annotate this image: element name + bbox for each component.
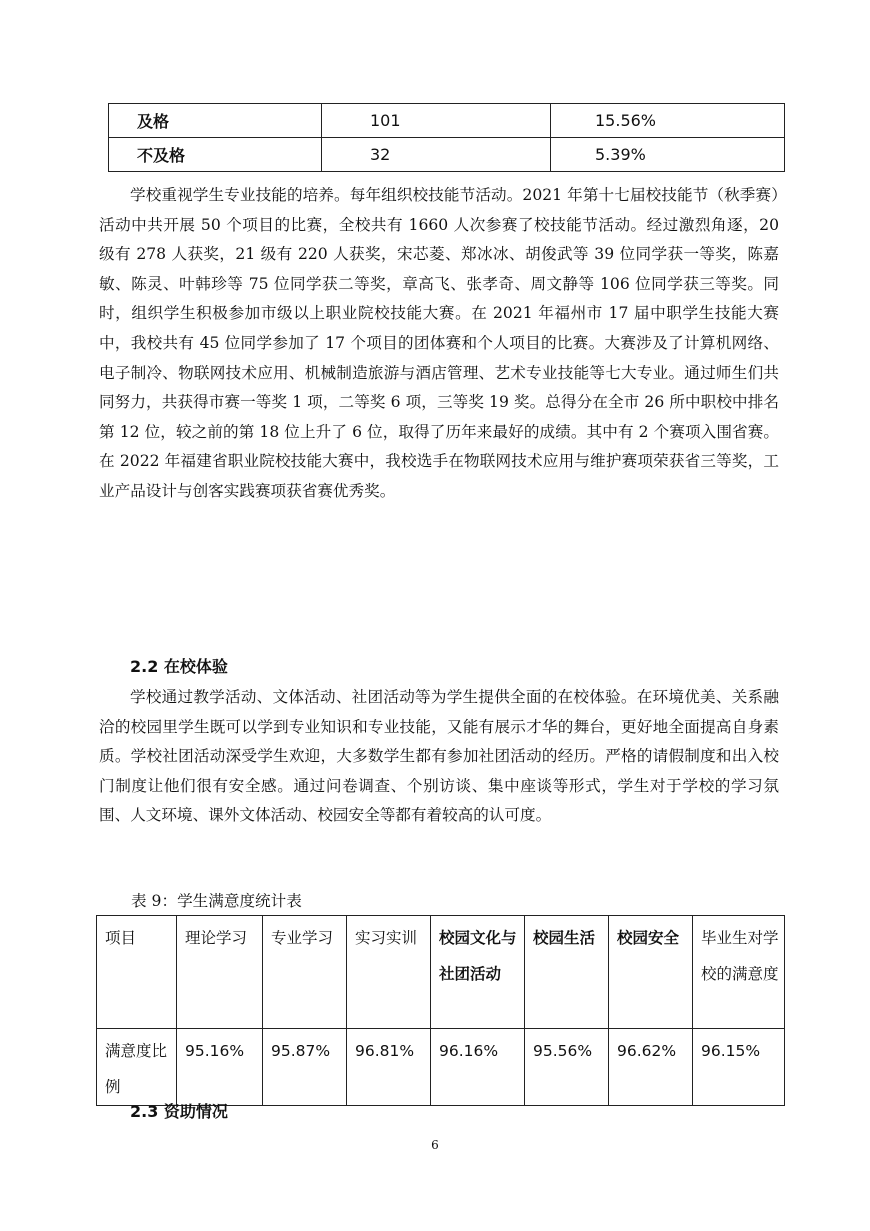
value-cell: 96.81% <box>347 1029 431 1106</box>
value-cell: 96.16% <box>431 1029 525 1106</box>
header-cell: 实习实训 <box>347 916 431 1029</box>
header-cell: 理论学习 <box>177 916 263 1029</box>
page-number: 6 <box>431 1138 439 1152</box>
value-cell: 95.56% <box>525 1029 609 1106</box>
table-row <box>109 138 785 172</box>
grade-count: 32 <box>322 138 551 172</box>
section-heading-2-2: 2.2 在校体验 <box>130 657 228 676</box>
paragraph-experience: 学校通过教学活动、文体活动、社团活动等为学生提供全面的在校体验。在环境优美、关系融洽的校园里学生既可以学到专业知识和专业技能，又能有展示才华的舞台，更好地全面提高自身素质。学校社团活动深受学生欢迎，大多数学生都有参加社团活动的经历。严格的请假制度和出入校门制度让他们很有安全感。通过问卷调查、个别访谈、集中座谈等形式，学生对于学校的学习氛围、人文环境、课外文体活动、校园安全等都有着较高的认可度。 <box>99 688 779 825</box>
table-row <box>97 1029 785 1106</box>
paragraph-skills: 学校重视学生专业技能的培养。每年组织校技能节活动。2021 年第十七届校技能节（秋季赛）活动中共开展 50 个项目的比赛，全校共有 1660 人次参赛了校技能节活动。经过激烈角逐，20 级有 278 人获奖，21 级有 220 人获奖，宋芯菱、郑冰冰、胡俊武等 39 位同学获一等奖，陈嘉敏、陈灵、叶韩珍等 75 位同学获二等奖，章高飞、张孝奇、周文静等 106 位同学获三等奖。同时，组织学生积极参加市级以上职业院校技能大赛。在 2021 年福州市 17 届中职学生技能大赛中，我校共有 45 位同学参加了 17 个项目的团体赛和个人项目的比赛。大赛涉及了计算机网络、电子制冷、物联网技术应用、机械制造旅游与酒店管理、艺术专业技能等七大专业。通过师生们共同努力，共获得市赛一等奖 1 项，二等奖 6 项，三等奖 19 奖。总得分在全市 26 所中职校中排名第 12 位，较之前的第 18 位上升了 6 位，取得了历年来最好的成绩。其中有 2 个赛项入围省赛。在 2022 年福建省职业院校技能大赛中，我校选手在物联网技术应用与维护赛项荣获省三等奖，工业产品设计与创客实践赛项获省赛优秀奖。 <box>99 186 779 500</box>
header-cell: 校园安全 <box>609 916 693 1029</box>
header-cell: 专业学习 <box>263 916 347 1029</box>
grade-label: 不及格 <box>109 138 322 172</box>
grade-percent: 15.56% <box>551 104 785 138</box>
section-heading-2-3: 2.3 资助情况 <box>130 1102 228 1121</box>
header-cell: 校园生活 <box>525 916 609 1029</box>
grade-count: 101 <box>322 104 551 138</box>
value-cell: 96.62% <box>609 1029 693 1106</box>
table-row <box>109 104 785 138</box>
header-cell: 项目 <box>97 916 177 1029</box>
table-caption: 表 9：学生满意度统计表 <box>131 892 302 910</box>
value-cell: 95.87% <box>263 1029 347 1106</box>
grade-label: 及格 <box>109 104 322 138</box>
table-header-row <box>97 916 785 1029</box>
satisfaction-table <box>96 915 785 1106</box>
value-cell: 96.15% <box>693 1029 785 1106</box>
grade-percent: 5.39% <box>551 138 785 172</box>
grade-table <box>108 103 785 172</box>
header-cell: 毕业生对学校的满意度 <box>693 916 785 1029</box>
row-label: 满意度比例 <box>97 1029 177 1106</box>
value-cell: 95.16% <box>177 1029 263 1106</box>
header-cell: 校园文化与社团活动 <box>431 916 525 1029</box>
